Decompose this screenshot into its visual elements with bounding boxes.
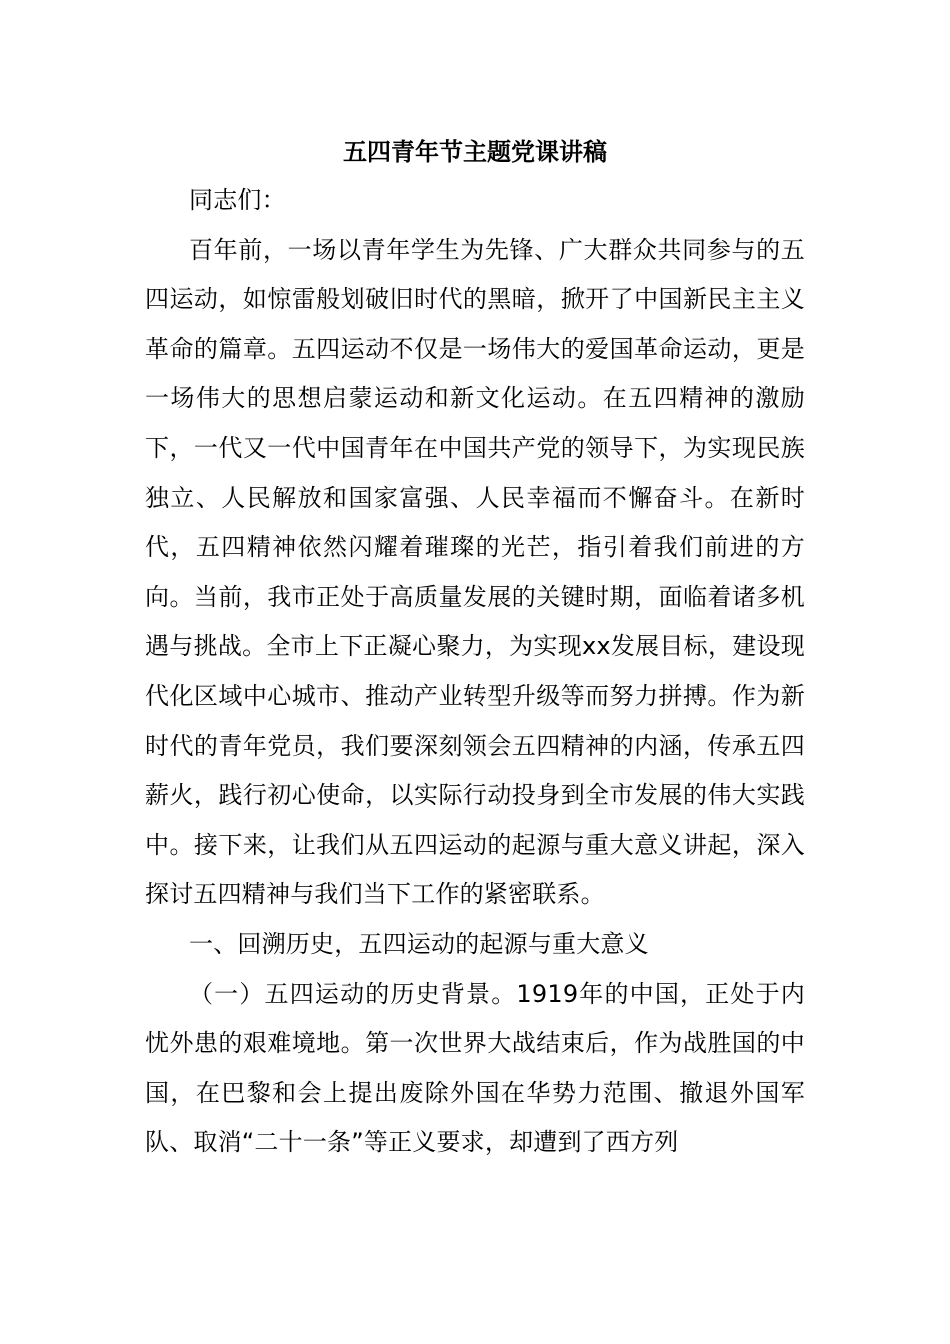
document-body (145, 176, 805, 1168)
section-heading-1: 一、回溯历史，五四运动的起源与重大意义 (189, 929, 649, 958)
paragraph-historical-background: （一）五四运动的历史背景。1919年的中国，正处于内忧外患的艰难境地。第一次世界大战结束后，作为战胜国的中国，在巴黎和会上提出废除外国在华势力范围、撤退外国军队、取消“二十一条”等正义要求，却遭到了西方列 (145, 979, 805, 1157)
paragraph-introduction: 百年前，一场以青年学生为先锋、广大群众共同参与的五四运动，如惊雷般划破旧时代的黑暗，掀开了中国新民主主义革命的篇章。五四运动不仅是一场伟大的爱国革命运动，更是一场伟大的思想启蒙运动和新文化运动。在五四精神的激励下，一代又一代中国青年在中国共产党的领导下，为实现民族独立、人民解放和国家富强、人民幸福而不懈奋斗。在新时代，五四精神依然闪耀着璀璨的光芒，指引着我们前进的方向。当前，我市正处于高质量发展的关键时期，面临着诸多机遇与挑战。全市上下正凝心聚力，为实现xx发展目标，建设现代化区域中心城市、推动产业转型升级等而努力拼搏。作为新时代的青年党员，我们要深刻领会五四精神的内涵，传承五四薪火，践行初心使命，以实际行动投身到全市发展的伟大实践中。接下来，让我们从五四运动的起源与重大意义讲起，深入探讨五四精神与我们当下工作的紧密联系。 (145, 235, 805, 909)
paragraph-salutation: 同志们： (189, 186, 286, 214)
document-title: 五四青年节主题党课讲稿 (343, 138, 607, 166)
